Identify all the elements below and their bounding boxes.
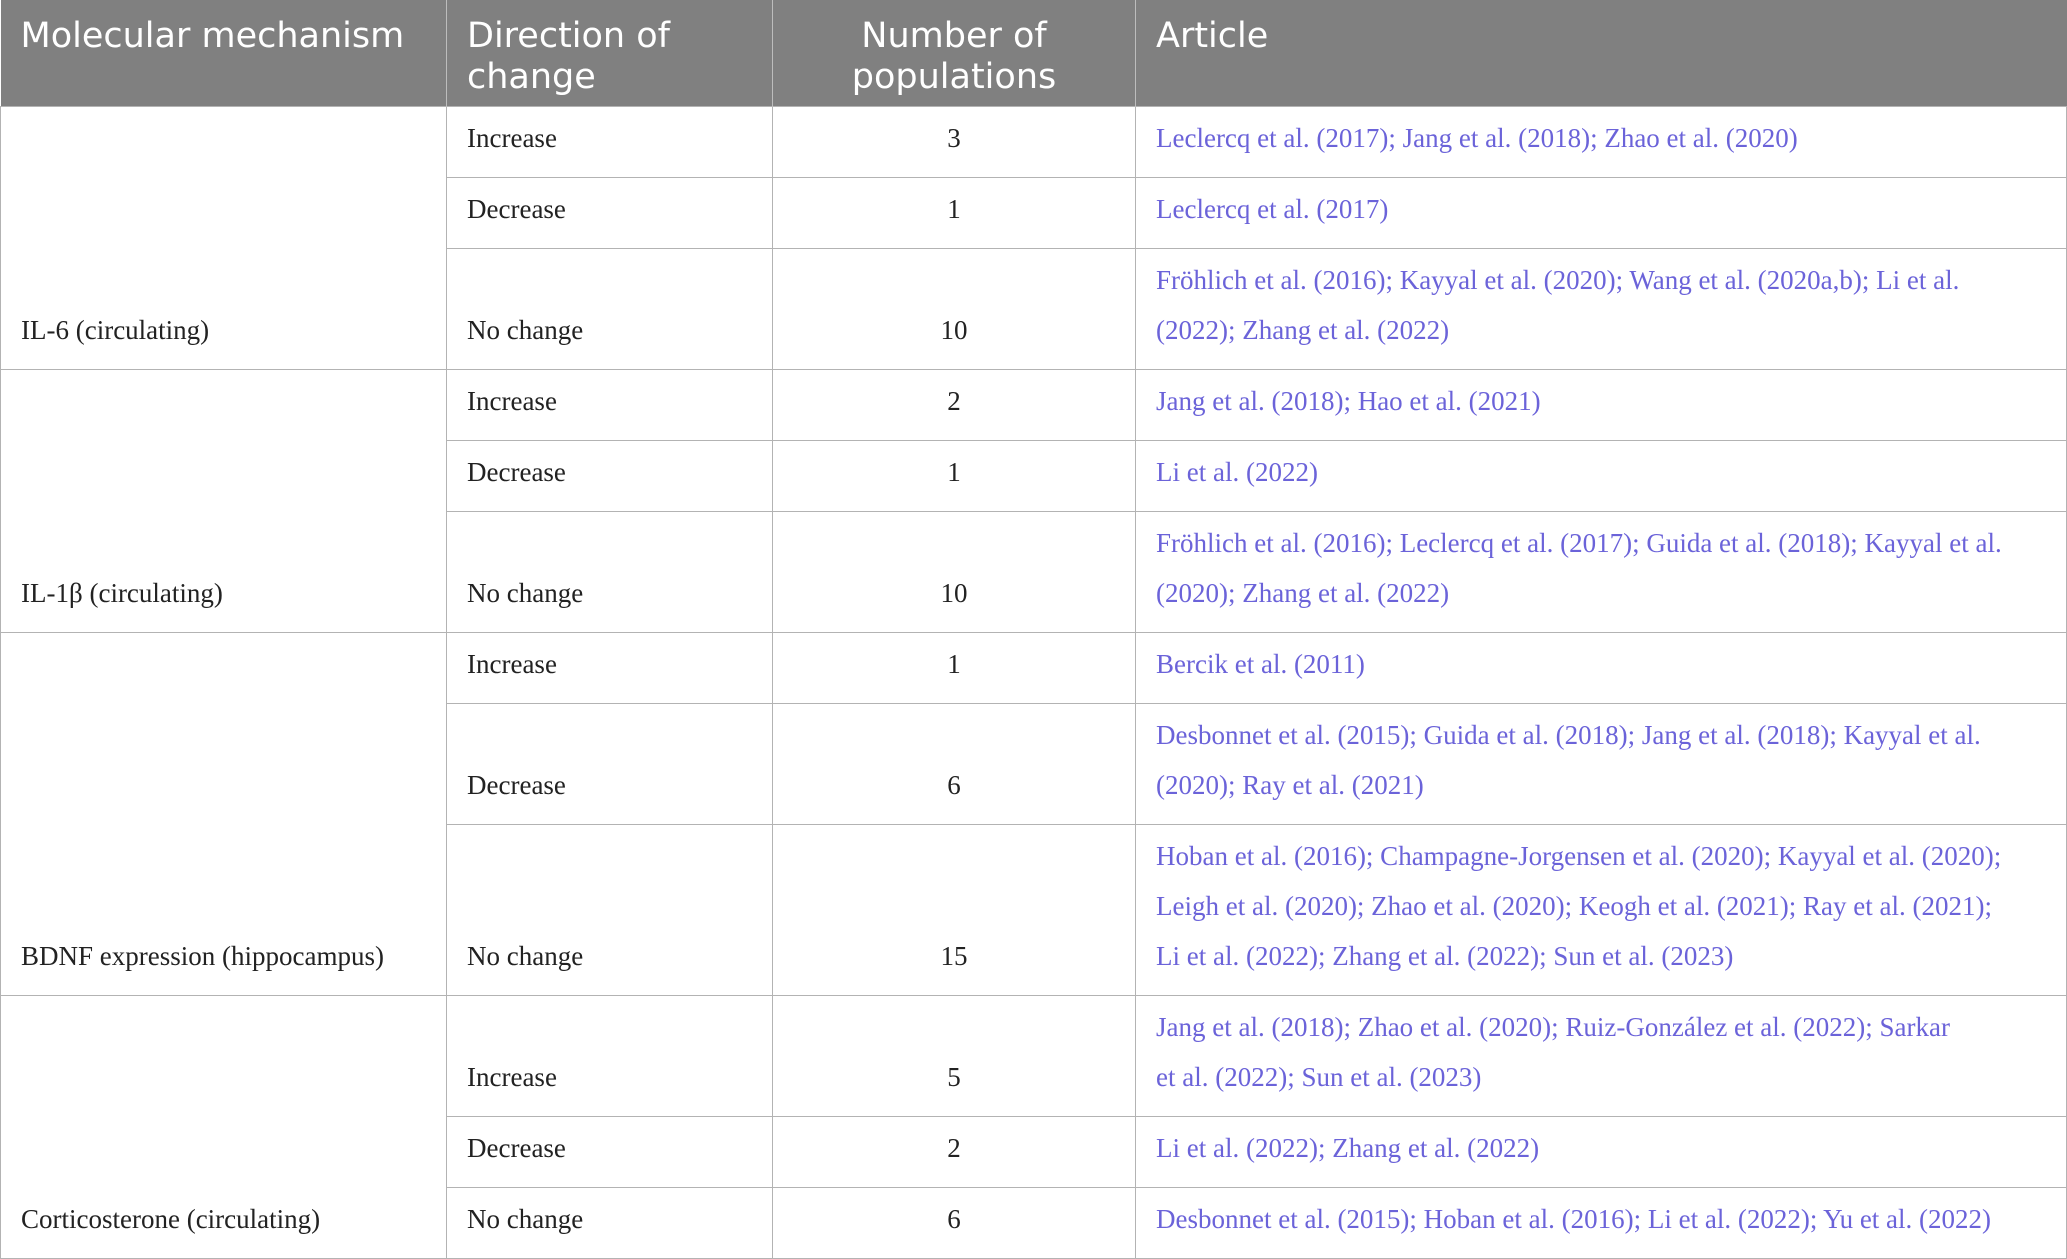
mechanism-cell — [1, 370, 447, 633]
header-number — [773, 0, 1136, 107]
mechanism-cell — [1, 633, 447, 996]
article-cell[interactable]: Desbonnet et al. (2015); Hoban et al. (2016); Li et al. (2022); Yu et al. (2022) — [1136, 1188, 2067, 1259]
number-cell: 3 — [773, 107, 1136, 178]
direction-cell: Increase — [447, 996, 773, 1117]
header-number-line2: populations — [851, 57, 1057, 97]
article-line[interactable]: Leigh et al. (2020); Zhao et al. (2020); Keogh et al. (2021); Ray et al. (2021); — [1156, 891, 1992, 921]
number-cell: 2 — [773, 1117, 1136, 1188]
number-cell: 6 — [773, 704, 1136, 825]
article-cell[interactable] — [1136, 996, 2067, 1117]
table-row — [1, 370, 2067, 441]
header-direction — [447, 0, 773, 107]
number-cell: 1 — [773, 633, 1136, 704]
direction-cell: Decrease — [447, 441, 773, 512]
direction-cell: Increase — [447, 107, 773, 178]
article-line[interactable]: Jang et al. (2018); Zhao et al. (2020); Ruiz-González et al. (2022); Sarkar — [1156, 1012, 1950, 1042]
table-body — [1, 107, 2067, 1259]
table-row — [1, 633, 2067, 704]
table-row — [1, 107, 2067, 178]
direction-cell: Decrease — [447, 178, 773, 249]
number-cell: 10 — [773, 249, 1136, 370]
number-cell: 1 — [773, 441, 1136, 512]
article-cell[interactable]: Bercik et al. (2011) — [1136, 633, 2067, 704]
article-cell[interactable]: Li et al. (2022) — [1136, 441, 2067, 512]
header-mechanism — [1, 0, 447, 107]
mechanism-label: IL-1β (circulating) — [21, 578, 223, 608]
mechanism-label: IL-6 (circulating) — [21, 315, 210, 345]
article-cell[interactable]: Jang et al. (2018); Hao et al. (2021) — [1136, 370, 2067, 441]
header-article — [1136, 0, 2067, 107]
header-mechanism-label: Molecular mechanism — [20, 16, 405, 56]
article-line[interactable]: (2020); Ray et al. (2021) — [1156, 770, 1424, 800]
mechanism-label: BDNF expression (hippocampus) — [21, 941, 384, 971]
table-row — [1, 996, 2067, 1117]
number-cell: 10 — [773, 512, 1136, 633]
article-cell[interactable] — [1136, 249, 2067, 370]
article-line[interactable]: Fröhlich et al. (2016); Kayyal et al. (2020); Wang et al. (2020a,b); Li et al. — [1156, 265, 1960, 295]
number-cell: 5 — [773, 996, 1136, 1117]
direction-cell: Decrease — [447, 704, 773, 825]
article-cell[interactable] — [1136, 825, 2067, 996]
article-line[interactable]: Hoban et al. (2016); Champagne-Jorgensen et al. (2020); Kayyal et al. (2020); — [1156, 841, 2002, 871]
direction-cell: Decrease — [447, 1117, 773, 1188]
direction-cell: No change — [447, 249, 773, 370]
header-number-line1: Number of — [861, 16, 1047, 56]
header-direction-line2: change — [467, 57, 596, 97]
article-line[interactable]: et al. (2022); Sun et al. (2023) — [1156, 1062, 1482, 1092]
direction-cell: No change — [447, 1188, 773, 1259]
article-line[interactable]: Desbonnet et al. (2015); Guida et al. (2018); Jang et al. (2018); Kayyal et al. — [1156, 720, 1981, 750]
mechanism-cell — [1, 107, 447, 370]
mechanism-cell — [1, 996, 447, 1259]
number-cell: 2 — [773, 370, 1136, 441]
article-cell[interactable]: Leclercq et al. (2017) — [1136, 178, 2067, 249]
article-line[interactable]: Li et al. (2022); Zhang et al. (2022); Sun et al. (2023) — [1156, 941, 1734, 971]
direction-cell: Increase — [447, 370, 773, 441]
article-cell[interactable]: Li et al. (2022); Zhang et al. (2022) — [1136, 1117, 2067, 1188]
header-article-label: Article — [1156, 16, 1269, 56]
article-cell[interactable]: Leclercq et al. (2017); Jang et al. (2018); Zhao et al. (2020) — [1136, 107, 2067, 178]
number-cell: 6 — [773, 1188, 1136, 1259]
header-direction-line1: Direction of — [467, 16, 670, 56]
direction-cell: No change — [447, 512, 773, 633]
number-cell: 15 — [773, 825, 1136, 996]
direction-cell: No change — [447, 825, 773, 996]
header-row — [1, 0, 2067, 107]
direction-cell: Increase — [447, 633, 773, 704]
article-line[interactable]: (2020); Zhang et al. (2022) — [1156, 578, 1450, 608]
mechanism-label: Corticosterone (circulating) — [21, 1204, 321, 1234]
article-cell[interactable] — [1136, 512, 2067, 633]
table-header — [1, 0, 2067, 107]
article-line[interactable]: (2022); Zhang et al. (2022) — [1156, 315, 1450, 345]
article-line[interactable]: Fröhlich et al. (2016); Leclercq et al. (2017); Guida et al. (2018); Kayyal et al. — [1156, 528, 2002, 558]
article-cell[interactable] — [1136, 704, 2067, 825]
number-cell: 1 — [773, 178, 1136, 249]
